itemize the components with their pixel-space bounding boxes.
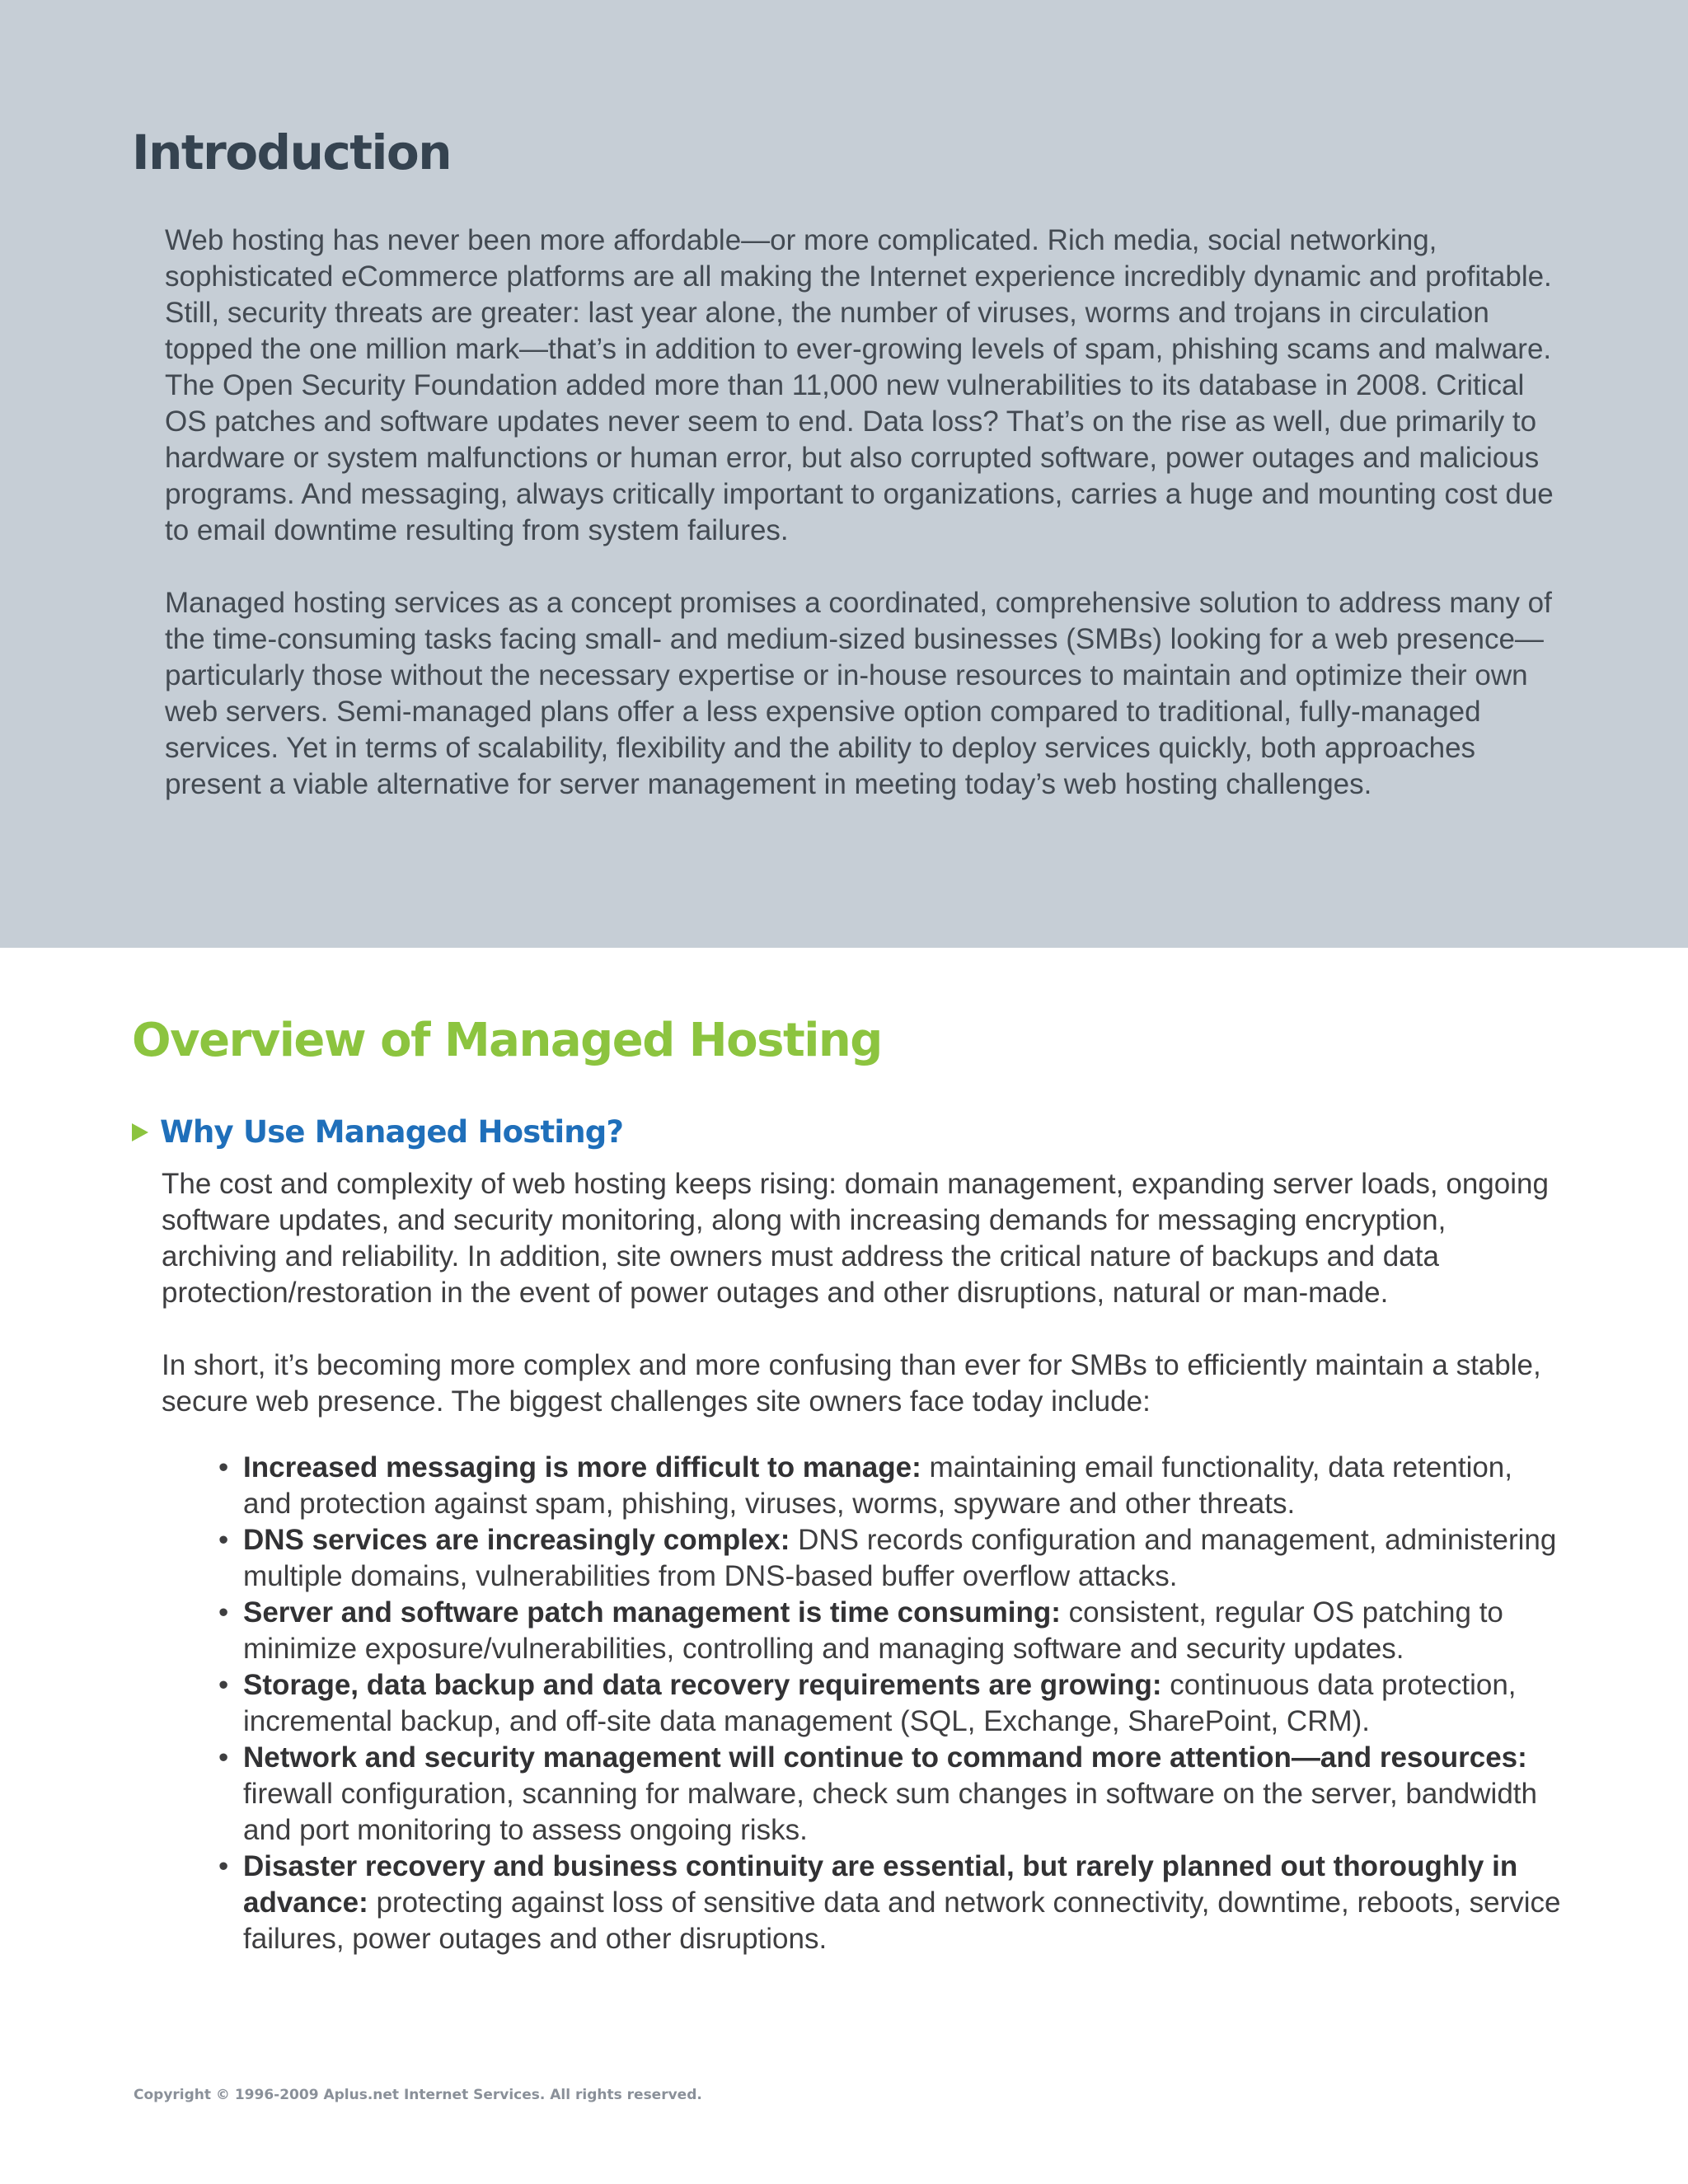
why-use-managed-hosting-subheading <box>132 1111 623 1154</box>
challenge-bold-lead: Increased messaging is more difficult to manage: <box>243 1451 921 1483</box>
challenge-text: continuous data protection, incremental backup, and off-site data management (SQL, Exchange, SharePoint, CRM). <box>243 1669 1517 1737</box>
challenge-bold-lead: DNS services are increasingly complex: <box>243 1524 790 1556</box>
introduction-paragraph-2: Managed hosting services as a concept promises a coordinated, comprehensive solution to address many of the time-consuming tasks facing small- and medium-sized businesses (SMBs) looking for a web presence—particularly those without the necessary expertise or in-house resources to maintain and optimize their own web servers. Semi-managed plans offer a less expensive option compared to traditional, fully-managed services. Yet in terms of scalability, flexibility and the ability to deploy services quickly, both approaches present a viable alternative for server management in meeting today’s web hosting challenges. <box>165 587 1552 800</box>
introduction-paragraph-1: Web hosting has never been more affordable—or more complicated. Rich media, social networking, sophisticated eCommerce platforms are all making the Internet experience incredibly dynamic and profitable. Still, security threats are greater: last year alone, the number of viruses, worms and trojans in circulation topped the one million mark—that’s in addition to ever-growing levels of spam, phishing scams and malware. The Open Security Foundation added more than 11,000 new vulnerabilities to its database in 2008. Critical OS patches and software updates never seem to end. Data loss? That’s on the rise as well, due primarily to hardware or system malfunctions or human error, but also corrupted software, power outages and malicious programs. And messaging, always critically important to organizations, carries a huge and mounting cost due to email downtime resulting from system failures. <box>165 224 1554 546</box>
bullet-icon: • <box>218 1596 229 1629</box>
challenge-text: protecting against loss of sensitive data and network connectivity, downtime, reboots, service failures, power outages and other disruptions. <box>243 1886 1561 1955</box>
challenge-bold-lead: Server and software patch management is time consuming: <box>243 1596 1061 1629</box>
challenge-bold-lead: Storage, data backup and data recovery requirements are growing: <box>243 1669 1162 1701</box>
overview-paragraph-1: The cost and complexity of web hosting keeps rising: domain management, expanding server loads, ongoing software updates, and security monitoring, along with increasing demands for messaging encryption, archiving and reliability. In addition, site owners must address the critical nature of backups and data protection/restoration in the event of power outages and other disruptions, natural or man-made. <box>162 1168 1549 1309</box>
list-item <box>218 1667 1562 1740</box>
challenge-text: consistent, regular OS patching to minimize exposure/vulnerabilities, controlling and managing software and security updates. <box>243 1596 1503 1665</box>
triangle-bullet-icon <box>132 1123 148 1141</box>
list-item <box>218 1595 1562 1667</box>
challenge-text: firewall configuration, scanning for malware, check sum changes in software on the server, bandwidth and port monitoring to assess ongoing risks. <box>243 1778 1537 1846</box>
list-item <box>218 1849 1562 1957</box>
challenge-text: maintaining email functionality, data retention, and protection against spam, phishing, viruses, worms, spyware and other threats. <box>243 1451 1512 1520</box>
challenge-bold-lead: Disaster recovery and business continuity are essential, but rarely planned out thoroughly in advance: <box>243 1850 1518 1919</box>
bullet-icon: • <box>218 1669 229 1701</box>
bullet-icon: • <box>218 1741 229 1774</box>
bullet-icon: • <box>218 1451 229 1483</box>
copyright-notice: Copyright © 1996-2009 Aplus.net Internet Services. All rights reserved. <box>134 2087 702 2103</box>
challenge-bold-lead: Network and security management will continue to command more attention—and resources: <box>243 1741 1527 1774</box>
list-item <box>218 1740 1562 1849</box>
overview-heading: Overview of Managed Hosting <box>132 1014 882 1067</box>
subsection-title: Why Use Managed Hosting? <box>160 1114 624 1150</box>
list-item <box>218 1522 1562 1595</box>
introduction-band <box>0 0 1688 948</box>
overview-paragraph-2: In short, it’s becoming more complex and more confusing than ever for SMBs to efficiently maintain a stable, secure web presence. The biggest challenges site owners face today include: <box>162 1349 1541 1418</box>
list-item <box>218 1450 1562 1522</box>
introduction-heading: Introduction <box>132 124 451 180</box>
bullet-icon: • <box>218 1524 229 1556</box>
challenges-list <box>218 1450 1562 1957</box>
bullet-icon: • <box>218 1850 229 1882</box>
challenge-text: DNS records configuration and management, administering multiple domains, vulnerabilities from DNS-based buffer overflow attacks. <box>243 1524 1557 1592</box>
introduction-body <box>165 223 1558 839</box>
overview-body <box>162 1166 1563 1456</box>
